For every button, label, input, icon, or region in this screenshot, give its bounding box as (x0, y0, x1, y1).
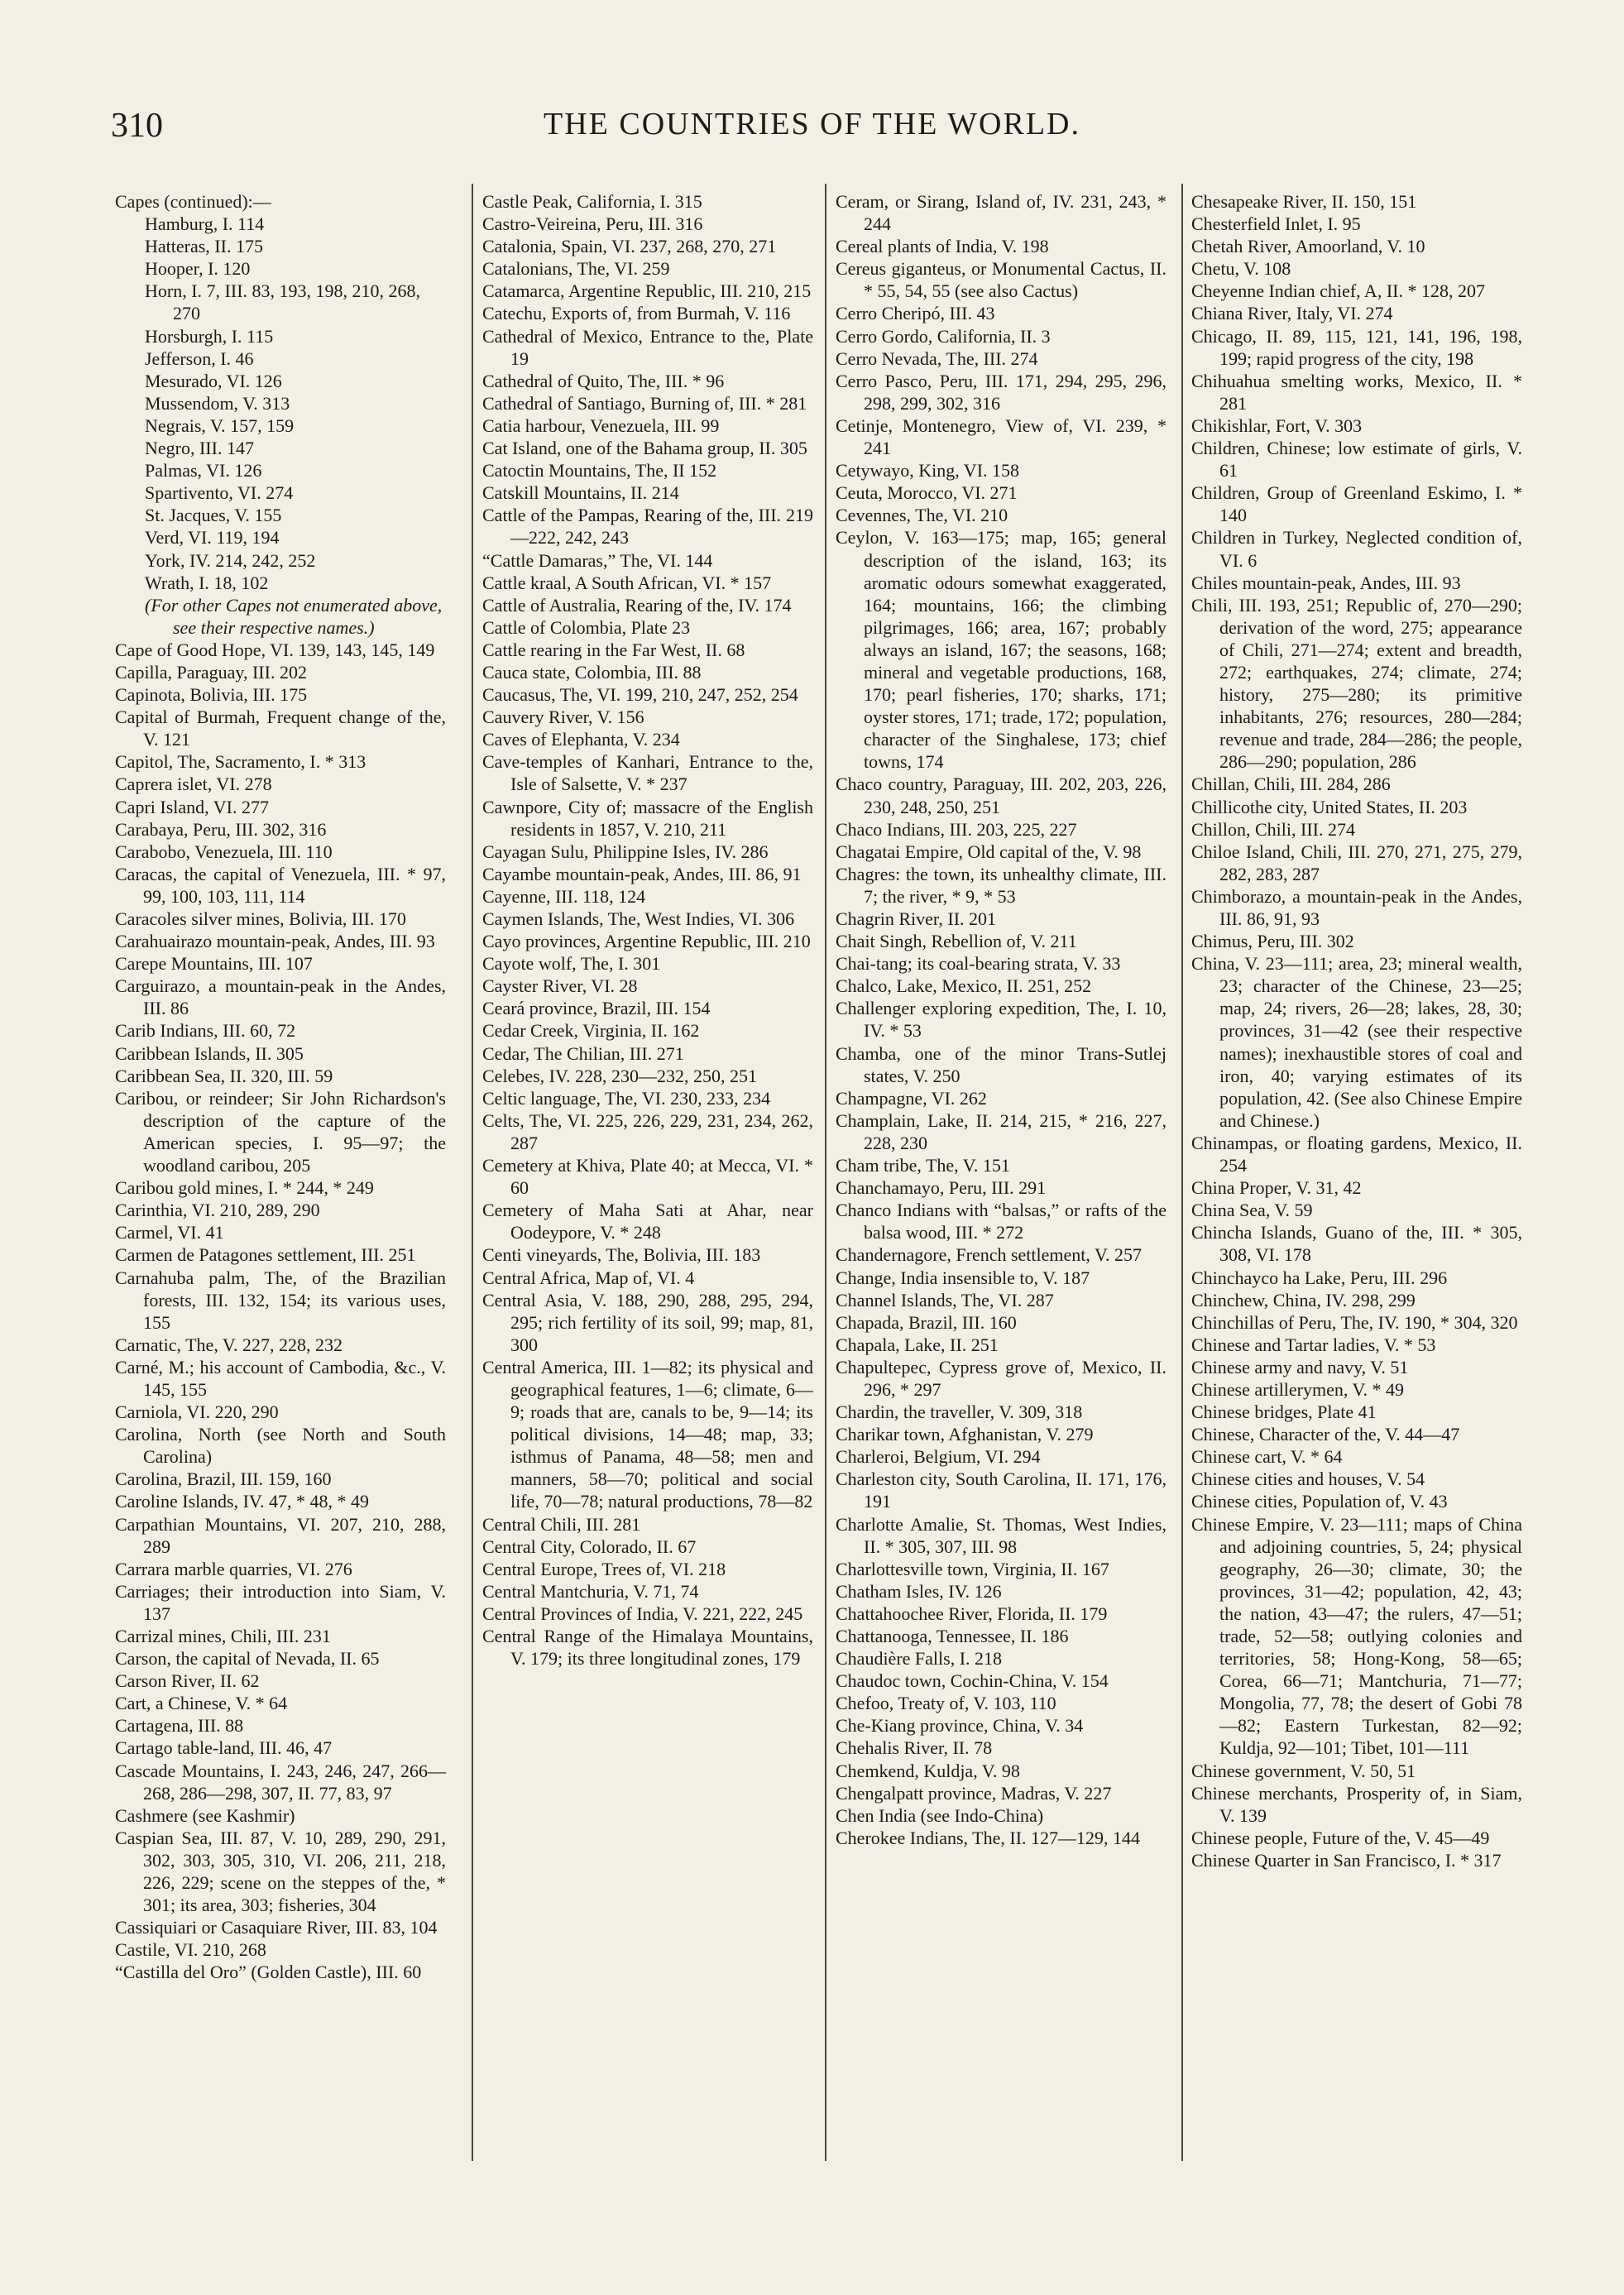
index-subentry: Spartivento, VI. 274 (145, 482, 294, 504)
index-entry: Chefoo, Treaty of, V. 103, 110 (836, 1693, 1056, 1714)
index-entry: Chaudière Falls, I. 218 (836, 1648, 1003, 1670)
index-entry: Chardin, the traveller, V. 309, 318 (836, 1401, 1083, 1423)
index-entry: Caprera islet, VI. 278 (115, 774, 272, 795)
index-entry: Chinese artillerymen, V. * 49 (1191, 1378, 1405, 1400)
index-entry: Catia harbour, Venezuela, III. 99 (482, 414, 720, 436)
index-entry: Change, India insensible to, V. 187 (836, 1267, 1090, 1288)
index-entry: Chimborazo, a mountain-peak in the Andes, III. 86, 91, 93 (1191, 885, 1522, 929)
index-entry: Chinchayco ha Lake, Peru, III. 296 (1191, 1267, 1448, 1288)
index-entry: Chagatai Empire, Old capital of the, V. 98 (836, 841, 1142, 862)
index-entry: Cathedral of Quito, The, III. * 96 (482, 370, 725, 391)
index-entry: Cereal plants of India, V. 198 (836, 236, 1049, 257)
index-entry: Cetinje, Montenegro, View of, VI. 239, * 241 (836, 414, 1167, 459)
index-entry: Carrara marble quarries, VI. 276 (115, 1558, 352, 1579)
index-entry: Cayo provinces, Argentine Republic, III. 210 (482, 931, 811, 952)
index-entry: Catoctin Mountains, The, II 152 (482, 460, 717, 482)
index-entry: Carson River, II. 62 (115, 1670, 260, 1692)
index-entry: Chetu, V. 108 (1191, 258, 1291, 280)
index-entry: Cawnpore, City of; massacre of the English residents in 1857, V. 210, 211 (482, 796, 813, 840)
index-entry: Cascade Mountains, I. 243, 246, 247, 266—268, 286—298, 307, II. 77, 83, 97 (115, 1760, 446, 1804)
index-subentry: Negrais, V. 157, 159 (145, 414, 295, 436)
index-entries (115, 639, 446, 1984)
index-entry: Central Chili, III. 281 (482, 1513, 641, 1535)
index-entry: Caribou gold mines, I. * 244, * 249 (115, 1177, 374, 1199)
index-entry: Carepe Mountains, III. 107 (115, 953, 313, 975)
index-entry: Central Provinces of India, V. 221, 222, 245 (482, 1603, 803, 1624)
index-entry: Champlain, Lake, II. 214, 215, * 216, 227, 228, 230 (836, 1109, 1167, 1153)
index-entry: Central America, III. 1—82; its physical and geographical features, 1—6; climate, 6—9; roads that are, canals to be, 9—14; its political divisions, 14—48; map, 33; isthmus of Panama, 48—58; men and manners, 58—70; political and social life, 70—78; natural productions, 78—82 (482, 1356, 813, 1512)
capes-subentries (115, 213, 446, 594)
index-entry: Chinese, Character of the, V. 44—47 (1191, 1424, 1460, 1445)
index-entry: Chincha Islands, Guano of the, III. * 305, 308, VI. 178 (1191, 1222, 1522, 1266)
index-entry: Children, Chinese; low estimate of girls, V. 61 (1191, 438, 1522, 482)
index-entry: Cham tribe, The, V. 151 (836, 1155, 1010, 1176)
index-entry: Cattle of the Pampas, Rearing of the, III. 219—222, 242, 243 (482, 505, 813, 549)
index-entry: Charikar town, Afghanistan, V. 279 (836, 1424, 1094, 1445)
index-entry: Cat Island, one of the Bahama group, II. 305 (482, 438, 807, 459)
index-entry: Cayster River, VI. 28 (482, 975, 638, 997)
column-divider (1181, 184, 1183, 2161)
index-entry: Champagne, VI. 262 (836, 1087, 987, 1109)
page-number: 310 (111, 107, 163, 145)
index-entry: Channel Islands, The, VI. 287 (836, 1289, 1054, 1310)
index-entry: Ceará province, Brazil, III. 154 (482, 998, 711, 1019)
index-entry: Capilla, Paraguay, III. 202 (115, 661, 307, 683)
index-entry: Charlottesville town, Virginia, II. 167 (836, 1558, 1109, 1579)
index-entry: Cedar Creek, Virginia, II. 162 (482, 1020, 700, 1042)
index-entry: Chapada, Brazil, III. 160 (836, 1311, 1017, 1333)
index-entry: Chemkend, Kuldja, V. 98 (836, 1760, 1020, 1781)
index-entry: Cheyenne Indian chief, A, II. * 128, 207 (1191, 280, 1485, 302)
index-entry: Charleroi, Belgium, VI. 294 (836, 1446, 1041, 1468)
index-entry: Chesapeake River, II. 150, 151 (1191, 191, 1417, 212)
index-entry: Carahuairazo mountain-peak, Andes, III. 93 (115, 931, 435, 952)
index-entry: Cassiquiari or Casaquiare River, III. 83, 104 (115, 1917, 438, 1938)
index-entry: Chillan, Chili, III. 284, 286 (1191, 774, 1391, 795)
index-entry: Caribbean Sea, II. 320, III. 59 (115, 1065, 333, 1086)
index-entry: Caucasus, The, VI. 199, 210, 247, 252, 254 (482, 684, 798, 706)
index-entry: Chalco, Lake, Mexico, II. 251, 252 (836, 975, 1092, 997)
index-entry: Central Africa, Map of, VI. 4 (482, 1267, 695, 1288)
index-entry: Cayote wolf, The, I. 301 (482, 953, 661, 975)
index-entry: Charlotte Amalie, St. Thomas, West Indies, II. * 305, 307, III. 98 (836, 1513, 1167, 1557)
capes-note: (For other Capes not enumerated above, see their respective names.) (145, 594, 443, 638)
index-entry: Cayagan Sulu, Philippine Isles, IV. 286 (482, 841, 769, 862)
index-entry: China, V. 23—111; area, 23; mineral wealth, 23; character of the Chinese, 23—25; map, 24; rivers, 26—28; lakes, 28, 30; provinces, 31—42 (see their respective names); inexhaustible stores of coal and iron, 40; varying estimates of its population, 42. (See also Chinese Empire and Chinese.) (1191, 953, 1522, 1131)
index-entry: Chillon, Chili, III. 274 (1191, 818, 1355, 840)
index-entry: Chinese government, V. 50, 51 (1191, 1760, 1416, 1781)
index-entry: Cave-temples of Kanhari, Entrance to the, Isle of Salsette, V. * 237 (482, 751, 813, 795)
index-entry: Chicago, II. 89, 115, 121, 141, 196, 198, 199; rapid progress of the city, 198 (1191, 325, 1522, 369)
index-entry: Chattahoochee River, Florida, II. 179 (836, 1603, 1108, 1624)
running-header: THE COUNTRIES OF THE WORLD. (544, 107, 1080, 141)
index-entry: Catamarca, Argentine Republic, III. 210, 215 (482, 280, 812, 302)
index-entry: Centi vineyards, The, Bolivia, III. 183 (482, 1244, 761, 1266)
index-entry: Catskill Mountains, II. 214 (482, 482, 679, 504)
index-entry: Chait Singh, Rebellion of, V. 211 (836, 931, 1077, 952)
index-entry: Chagrin River, II. 201 (836, 908, 997, 929)
index-entry: Cathedral of Santiago, Burning of, III. * 281 (482, 392, 807, 414)
index-entries (836, 190, 1167, 1849)
index-entry: Chili, III. 193, 251; Republic of, 270—290; derivation of the word, 275; appearance of Chili, 271—274; extent and breadth, 272; earthquakes, 274; climate, 274; history, 275—280; its primitive inhabitants, 276; resources, 280—284; revenue and trade, 284—286; the people, 286—290; population, 286 (1191, 594, 1522, 773)
index-subentry: Hooper, I. 120 (145, 258, 251, 280)
index-entry: Carson, the capital of Nevada, II. 65 (115, 1648, 380, 1670)
index-entries (1191, 190, 1522, 1871)
index-subentry: Jefferson, I. 46 (145, 347, 254, 369)
index-entry: Central Range of the Himalaya Mountains, V. 179; its three longitudinal zones, 179 (482, 1626, 813, 1670)
index-entry: Chattanooga, Tennessee, II. 186 (836, 1626, 1069, 1646)
index-subentry: Negro, III. 147 (145, 438, 254, 459)
index-entry: Charleston city, South Carolina, II. 171, 176, 191 (836, 1469, 1167, 1512)
index-entry: Cayenne, III. 118, 124 (482, 885, 646, 907)
index-entry: Chesterfield Inlet, I. 95 (1191, 213, 1361, 235)
index-entry: Ceylon, V. 163—175; map, 165; general description of the island, 163; its aromatic odours somewhat exaggerated, 164; mountains, 166; the climbing pilgrimages, 166; area, 167; probably always an island, 167; the seasons, 168; mineral and vegetable productions, 168, 170; pearl fisheries, 170; sharks, 171; oyster stores, 171; trade, 172; population, character of the Singhalese, 173; chief towns, 174 (836, 527, 1167, 773)
index-entry: Celebes, IV. 228, 230—232, 250, 251 (482, 1065, 758, 1086)
index-entry: Chanchamayo, Peru, III. 291 (836, 1177, 1047, 1199)
index-entry: Carnahuba palm, The, of the Brazilian forests, III. 132, 154; its various uses, 155 (115, 1267, 446, 1333)
index-entry: Carabaya, Peru, III. 302, 316 (115, 818, 327, 840)
index-entry: Chaco country, Paraguay, III. 202, 203, 226, 230, 248, 250, 251 (836, 774, 1167, 817)
index-entry: Caribbean Islands, II. 305 (115, 1042, 304, 1064)
index-entry: Children in Turkey, Neglected condition of, VI. 6 (1191, 527, 1522, 571)
index-entry: Chinampas, or floating gardens, Mexico, II. 254 (1191, 1132, 1522, 1176)
index-entry: Cape of Good Hope, VI. 139, 143, 145, 149 (115, 639, 435, 660)
index-entry: Central Mantchuria, V. 71, 74 (482, 1580, 699, 1602)
index-entry: Carpathian Mountains, VI. 207, 210, 288, 289 (115, 1513, 446, 1557)
index-heading-capes: Capes (continued):— (115, 191, 271, 212)
index-entry: Carabobo, Venezuela, III. 110 (115, 841, 333, 862)
index-entry: Caves of Elephanta, V. 234 (482, 729, 680, 750)
index-entry: Carinthia, VI. 210, 289, 290 (115, 1200, 320, 1221)
index-entry: Cart, a Chinese, V. * 64 (115, 1693, 288, 1714)
index-entry: Che-Kiang province, China, V. 34 (836, 1715, 1084, 1737)
index-entry: Chaco Indians, III. 203, 225, 227 (836, 818, 1077, 840)
index-subentry: Mesurado, VI. 126 (145, 370, 282, 391)
index-entry: Caracoles silver mines, Bolivia, III. 170 (115, 908, 406, 929)
index-entry: Chihuahua smelting works, Mexico, II. * 281 (1191, 370, 1522, 414)
index-subentry: York, IV. 214, 242, 252 (145, 549, 316, 571)
index-entry: Chiana River, Italy, VI. 274 (1191, 303, 1393, 324)
index-entry: Cattle of Colombia, Plate 23 (482, 616, 691, 638)
index-entry: Chiloe Island, Chili, III. 270, 271, 275, 279, 282, 283, 287 (1191, 841, 1522, 884)
index-entry: Chinese people, Future of the, V. 45—49 (1191, 1827, 1490, 1848)
index-column-1 (115, 190, 446, 1984)
index-column-2 (482, 190, 813, 1670)
index-entry: Chehalis River, II. 78 (836, 1737, 993, 1759)
index-entry: Caracas, the capital of Venezuela, III. * 97, 99, 100, 103, 111, 114 (115, 863, 446, 907)
index-entry: Capitol, The, Sacramento, I. * 313 (115, 751, 366, 773)
index-entry: Chinese army and navy, V. 51 (1191, 1356, 1409, 1377)
index-entry: Celtic language, The, VI. 230, 233, 234 (482, 1087, 771, 1109)
index-entry: China Proper, V. 31, 42 (1191, 1177, 1362, 1199)
index-entry: Chiles mountain-peak, Andes, III. 93 (1191, 572, 1461, 593)
index-entry: Cerro Cheripó, III. 43 (836, 303, 995, 324)
index-entry: Cemetery at Khiva, Plate 40; at Mecca, VI. * 60 (482, 1155, 813, 1199)
column-divider (825, 184, 826, 2161)
index-entry: Chen India (see Indo-China) (836, 1804, 1044, 1826)
index-entry: Cetywayo, King, VI. 158 (836, 460, 1020, 482)
index-entry: Chamba, one of the minor Trans-Sutlej states, V. 250 (836, 1042, 1167, 1086)
index-column-3 (836, 190, 1167, 1849)
index-entry: “Castilla del Oro” (Golden Castle), III. 60 (115, 1962, 422, 1983)
index-entry: Chapala, Lake, II. 251 (836, 1334, 999, 1355)
index-entry: Chetah River, Amoorland, V. 10 (1191, 236, 1425, 257)
index-entry: Chinese cities, Population of, V. 43 (1191, 1491, 1448, 1512)
index-entry: Cauvery River, V. 156 (482, 707, 644, 728)
index-entry: Cherokee Indians, The, II. 127—129, 144 (836, 1827, 1141, 1848)
index-entry: “Cattle Damaras,” The, VI. 144 (482, 549, 713, 571)
index-subentry: Hatteras, II. 175 (145, 236, 263, 257)
index-entry: Ceram, or Sirang, Island of, IV. 231, 243, * 244 (836, 191, 1167, 235)
index-entry: Cevennes, The, VI. 210 (836, 505, 1008, 526)
index-entry: Cedar, The Chilian, III. 271 (482, 1042, 684, 1064)
index-entry: Cartagena, III. 88 (115, 1715, 244, 1737)
index-entry: Carguirazo, a mountain-peak in the Andes, III. 86 (115, 975, 446, 1019)
index-column-4 (1191, 190, 1522, 1871)
index-entry: Carmen de Patagones settlement, III. 251 (115, 1244, 416, 1266)
index-entry: Caspian Sea, III. 87, V. 10, 289, 290, 291, 302, 303, 305, 310, VI. 206, 211, 218, 226, 229; scene on the steppes of the, * 301; its area, 303; fisheries, 304 (115, 1827, 446, 1916)
index-entry: Capinota, Bolivia, III. 175 (115, 684, 308, 706)
index-entry: Chinchillas of Peru, The, IV. 190, * 304, 320 (1191, 1311, 1518, 1333)
index-entry: Chagres: the town, its unhealthy climate, III. 7; the river, * 9, * 53 (836, 863, 1167, 907)
index-entry: Central Europe, Trees of, VI. 218 (482, 1558, 726, 1579)
index-entry: Chinese cities and houses, V. 54 (1191, 1469, 1425, 1490)
index-entry: Chinese cart, V. * 64 (1191, 1446, 1343, 1468)
index-entry: Chikishlar, Fort, V. 303 (1191, 414, 1363, 436)
index-entry: Challenger exploring expedition, The, I. 10, IV. * 53 (836, 998, 1167, 1042)
index-entry: Chanco Indians with “balsas,” or rafts of the balsa wood, III. * 272 (836, 1200, 1167, 1243)
index-entry: Central City, Colorado, II. 67 (482, 1536, 697, 1557)
index-subentry: Horn, I. 7, III. 83, 193, 198, 210, 268, 270 (145, 280, 421, 324)
index-entry: Carmel, VI. 41 (115, 1222, 224, 1243)
index-entry: Cerro Nevada, The, III. 274 (836, 347, 1038, 369)
index-entry: Cayambe mountain-peak, Andes, III. 86, 91 (482, 863, 802, 884)
index-entries (482, 190, 813, 1670)
index-entry: Chai-tang; its coal-bearing strata, V. 33 (836, 953, 1121, 975)
index-entry: Cartago table-land, III. 46, 47 (115, 1737, 333, 1759)
index-entry: Chaudoc town, Cochin-China, V. 154 (836, 1670, 1109, 1692)
index-subentry: Horsburgh, I. 115 (145, 325, 274, 347)
index-subentry: Verd, VI. 119, 194 (145, 527, 280, 549)
index-entry: Cattle kraal, A South African, VI. * 157 (482, 572, 772, 593)
index-subentry: Mussendom, V. 313 (145, 392, 290, 414)
index-entry: Carriages; their introduction into Siam, V. 137 (115, 1580, 446, 1624)
index-entry: Catalonia, Spain, VI. 237, 268, 270, 271 (482, 236, 777, 257)
index-entry: China Sea, V. 59 (1191, 1200, 1313, 1221)
index-entry: Children, Group of Greenland Eskimo, I. * 140 (1191, 482, 1522, 526)
index-entry: Central Asia, V. 188, 290, 288, 295, 294, 295; rich fertility of its soil, 99; map, 81, 300 (482, 1289, 813, 1355)
index-entry: Celts, The, VI. 225, 226, 229, 231, 234, 262, 287 (482, 1109, 813, 1153)
index-entry: Cereus giganteus, or Monumental Cactus, II. * 55, 54, 55 (see also Cactus) (836, 258, 1167, 302)
index-entry: Chandernagore, French settlement, V. 257 (836, 1244, 1143, 1266)
index-entry: Carné, M.; his account of Cambodia, &c., V. 145, 155 (115, 1356, 446, 1400)
index-entry: Cathedral of Mexico, Entrance to the, Plate 19 (482, 325, 813, 369)
index-entry: Cauca state, Colombia, III. 88 (482, 661, 702, 683)
index-subentry: St. Jacques, V. 155 (145, 505, 282, 526)
index-entry: Chapultepec, Cypress grove of, Mexico, II. 296, * 297 (836, 1356, 1167, 1400)
column-divider (472, 184, 473, 2161)
index-entry: Capri Island, VI. 277 (115, 796, 269, 817)
index-entry: Carniola, VI. 220, 290 (115, 1401, 279, 1423)
index-entry: Chimus, Peru, III. 302 (1191, 931, 1354, 952)
index-entry: Cattle rearing in the Far West, II. 68 (482, 639, 745, 660)
index-entry: Cerro Pasco, Peru, III. 171, 294, 295, 296, 298, 299, 302, 316 (836, 370, 1167, 414)
index-entry: Carib Indians, III. 60, 72 (115, 1020, 296, 1042)
index-entry: Chinese merchants, Prosperity of, in Siam, V. 139 (1191, 1782, 1522, 1826)
index-entry: Caroline Islands, IV. 47, * 48, * 49 (115, 1491, 369, 1512)
index-entry: Carrizal mines, Chili, III. 231 (115, 1626, 331, 1646)
index-entry: Chillicothe city, United States, II. 203 (1191, 796, 1468, 817)
index-entry: Chengalpatt province, Madras, V. 227 (836, 1782, 1112, 1804)
index-entry: Chatham Isles, IV. 126 (836, 1580, 1002, 1602)
index-entry: Cemetery of Maha Sati at Ahar, near Oodeypore, V. * 248 (482, 1200, 813, 1243)
index-entry: Carolina, Brazil, III. 159, 160 (115, 1469, 332, 1490)
index-entry: Carolina, North (see North and South Carolina) (115, 1424, 446, 1468)
index-entry: Chinchew, China, IV. 298, 299 (1191, 1289, 1416, 1310)
index-entry: Chinese Quarter in San Francisco, I. * 317 (1191, 1849, 1502, 1871)
index-entry: Catalonians, The, VI. 259 (482, 258, 670, 280)
index-subentry: Wrath, I. 18, 102 (145, 572, 269, 593)
index-entry: Caymen Islands, The, West Indies, VI. 306 (482, 908, 795, 929)
index-entry: Catechu, Exports of, from Burmah, V. 116 (482, 303, 791, 324)
index-entry: Ceuta, Morocco, VI. 271 (836, 482, 1018, 504)
index-entry: Castro-Veireina, Peru, III. 316 (482, 213, 703, 235)
index-entry: Chinese bridges, Plate 41 (1191, 1401, 1377, 1423)
index-entry: Cerro Gordo, California, II. 3 (836, 325, 1051, 347)
index-entry: Cattle of Australia, Rearing of the, IV. 174 (482, 594, 792, 616)
index-entry: Chinese and Tartar ladies, V. * 53 (1191, 1334, 1436, 1355)
index-entry: Castle Peak, California, I. 315 (482, 191, 702, 212)
index-subentry: Hamburg, I. 114 (145, 213, 265, 235)
index-entry: Chinese Empire, V. 23—111; maps of China and adjoining countries, 5, 24; physical geography, 26—30; climate, 30; the provinces, 31—42; population, 42, 43; the nation, 43—47; the rulers, 47—51; trade, 52—58; outlying colonies and territories, 58; Hong-Kong, 58—65; Corea, 66—71; Mantchuria, 71—77; Mongolia, 77, 78; the desert of Gobi 78—82; Eastern Turkestan, 82—92; Kuldja, 92—101; Tibet, 101—111 (1191, 1513, 1522, 1759)
index-entry: Cashmere (see Kashmir) (115, 1804, 295, 1826)
index-entry: Caribou, or reindeer; Sir John Richardson's description of the capture of the American species, I. 95—97; the woodland caribou, 205 (115, 1087, 446, 1176)
index-subentry: Palmas, VI. 126 (145, 460, 262, 482)
index-entry: Capital of Burmah, Frequent change of the, V. 121 (115, 707, 446, 750)
index-entry: Castile, VI. 210, 268 (115, 1939, 266, 1961)
index-entry: Carnatic, The, V. 227, 228, 232 (115, 1334, 343, 1355)
